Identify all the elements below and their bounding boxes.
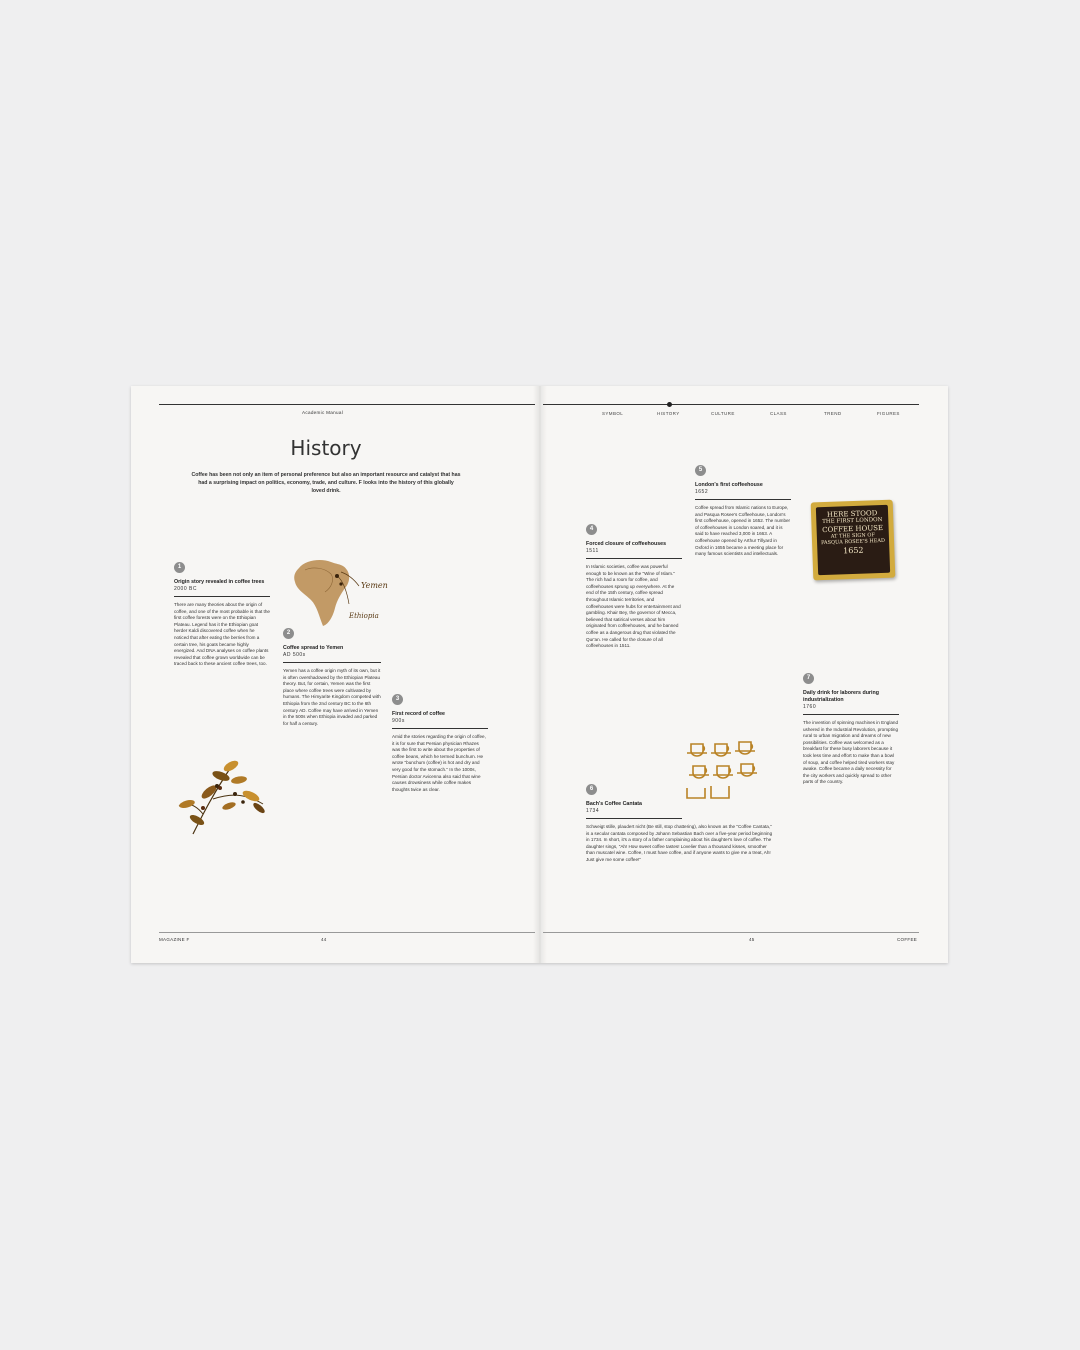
plaque-line: 1652 [843, 545, 864, 556]
entry-body: Coffee spread from Islamic nations to Europe, and Pasqua Rosee's Coffeehouse, London's first coffeehouse, opened in 1652. The number of coffeehouses in London soared, and it is said to have reached 3,000 in 1663. A coffeehouse opened by Arthur Tillyard in Oxford in 1655 became a meeting place for many famous scientists and intellectuals. [695, 505, 791, 557]
page-number-left: 44 [321, 937, 327, 942]
entry-year: 1511 [586, 548, 682, 559]
entry-number-badge: 7 [803, 673, 814, 684]
london-coffeehouse-plaque [811, 500, 896, 581]
plaque-line: HERE STOOD [826, 509, 878, 519]
entry-number-badge: 1 [174, 562, 185, 573]
entry-title: First record of coffee [392, 711, 445, 717]
timeline-entry-1 [174, 562, 270, 668]
left-page [131, 386, 539, 963]
entry-body: Amid the stories regarding the origin of coffee, it is for sure that Persian physician Rhazes was the first to write about the properties of coffee beans, which he termed bunchum. He wrote "bunchum (coffee) is hot and dry and very good for the stomach." In the 1000s, Persian doctor Avicenna also said that wine causes drowsiness while coffee makes thoughts twice as clear. [392, 734, 486, 792]
entry-body: Yemen has a coffee origin myth of its own, but it is often overshadowed by the Ethiopian Plateau theory. But, for certain, Yemen was the first place where coffee trees were cultivated by humans. The Himyarite Kingdom competed with Ethiopia from the 2nd century BC to the 6th century AD. Coffee may have arrived in Yemen in the 500s when Ethiopia invaded and parked for half a century. [283, 668, 381, 726]
plaque-line: COFFEE HOUSE [822, 523, 884, 535]
entry-number-badge: 4 [586, 524, 597, 535]
magazine-spread [131, 386, 948, 963]
entry-title: Origin story revealed in coffee trees [174, 579, 265, 585]
map-label-yemen: Yemen [361, 581, 388, 590]
timeline-entry-4 [586, 524, 682, 650]
nav-class: CLASS [770, 411, 787, 416]
nav-trend: TREND [824, 411, 842, 416]
entry-title: Bach's Coffee Cantata [586, 801, 643, 807]
timeline-entry-7 [803, 673, 899, 786]
page-title: History [290, 436, 362, 460]
entry-body: In Islamic societies, coffee was powerful enough to be known as the "Wine of Islam." The rich had a room for coffee, and coffeehouses sprung up everywhere. At the end of the 15th century, coffee spread throughout Islamic territories, and coffeehouses were hubs for entertainment and gambling. Khair Bey, the governor of Mecca, believed that satirical verses about him originated from coffeehouses, and he banned coffee as a dangerous drug that violated the Qur'an. He called for the closure of all coffeehouses in 1511. [586, 564, 681, 649]
entry-year: 1734 [586, 808, 682, 819]
entry-number-badge: 3 [392, 694, 403, 705]
entry-title: Daily drink for laborers during industrialization [803, 690, 879, 703]
top-rule-right [543, 404, 919, 405]
entry-year: AD 500s [283, 652, 381, 663]
plaque-line: THE FIRST LONDON [822, 516, 883, 526]
right-page [539, 386, 948, 963]
footer-magazine-name: MAGAZINE F [159, 937, 190, 942]
timeline-entry-3 [392, 694, 488, 793]
bottom-rule-left [159, 932, 535, 933]
entry-year: 1652 [695, 489, 791, 500]
timeline-entry-2 [283, 628, 381, 727]
africa-map-illustration [291, 556, 391, 636]
entry-year: 2000 BC [174, 586, 270, 597]
coffee-plant-illustration [173, 744, 273, 839]
intro-text: Coffee has been not only an item of personal preference but also an important resource and catalyst that has had a surprising impact on politics, economy, trade, and culture. F looks into the history of this globally loved drink. [191, 472, 461, 494]
running-header: Academic Manual [302, 410, 344, 415]
entry-body: The invention of spinning machines in England ushered in the Industrial Revolution, prompting rural to urban migration and dreams of new possibilities. Coffee was welcomed as a breakfast for these busy laborers because it took less time and effort to make than a bowl of soup, and coffee helped tired workers stay awake. Coffee became a daily necessity for the city workers and quickly spread to other parts of the country. [803, 720, 898, 785]
entry-title: Coffee spread to Yemen [283, 645, 344, 651]
entry-title: London's first coffeehouse [695, 482, 763, 488]
nav-culture: CULTURE [711, 411, 735, 416]
timeline-entry-5 [695, 465, 791, 558]
entry-year: 1760 [803, 704, 899, 715]
bottom-rule-right [543, 932, 919, 933]
entry-year: 900s [392, 718, 488, 729]
entry-number-badge: 6 [586, 784, 597, 795]
entry-body: Schweigt stille, plaudert nicht (Be still, stop chattering), also known as the "Coffee Cantata," is a secular cantata composed by Johann Sebastian Bach over a five-year period beginning in 1734. In short, it's a story of a father complaining about his daughter's love of coffee. The daughter sings, "Ah! How sweet coffee tastes! Lovelier than a thousand kisses, smoother than muscatel wine. Coffee, I must have coffee, and if anyone wants to give me a treat, Ah! Just give me some coffee!" [586, 824, 773, 862]
active-section-dot [667, 402, 672, 407]
timeline-entry-6 [586, 784, 776, 864]
footer-section-name: COFFEE [897, 937, 918, 942]
nav-history: HISTORY [657, 411, 680, 416]
entry-title: Forced closure of coffeehouses [586, 541, 667, 547]
map-label-ethiopia: Ethiopia [349, 612, 379, 620]
plaque-line: AT THE SIGN OF [830, 532, 876, 540]
nav-symbol: SYMBOL [602, 411, 624, 416]
entry-number-badge: 2 [283, 628, 294, 639]
plaque-line: PASQUA ROSEE'S HEAD [821, 537, 886, 547]
top-rule-left [159, 404, 535, 405]
entry-number-badge: 5 [695, 465, 706, 476]
entry-body: There are many theories about the origin of coffee, and one of the most probable is that the first coffee forests were on the Ethiopian Plateau. Legend has it the Ethiopian goat herder Kaldi discovered coffee when he noticed that after eating the berries from a certain tree, his goats became highly energized. And DNA analyses on coffee plants revealed that coffee grown worldwide can be traced back to these ancient coffee trees, too. [174, 602, 270, 667]
page-number-right: 45 [749, 937, 755, 942]
nav-figures: FIGURES [877, 411, 900, 416]
